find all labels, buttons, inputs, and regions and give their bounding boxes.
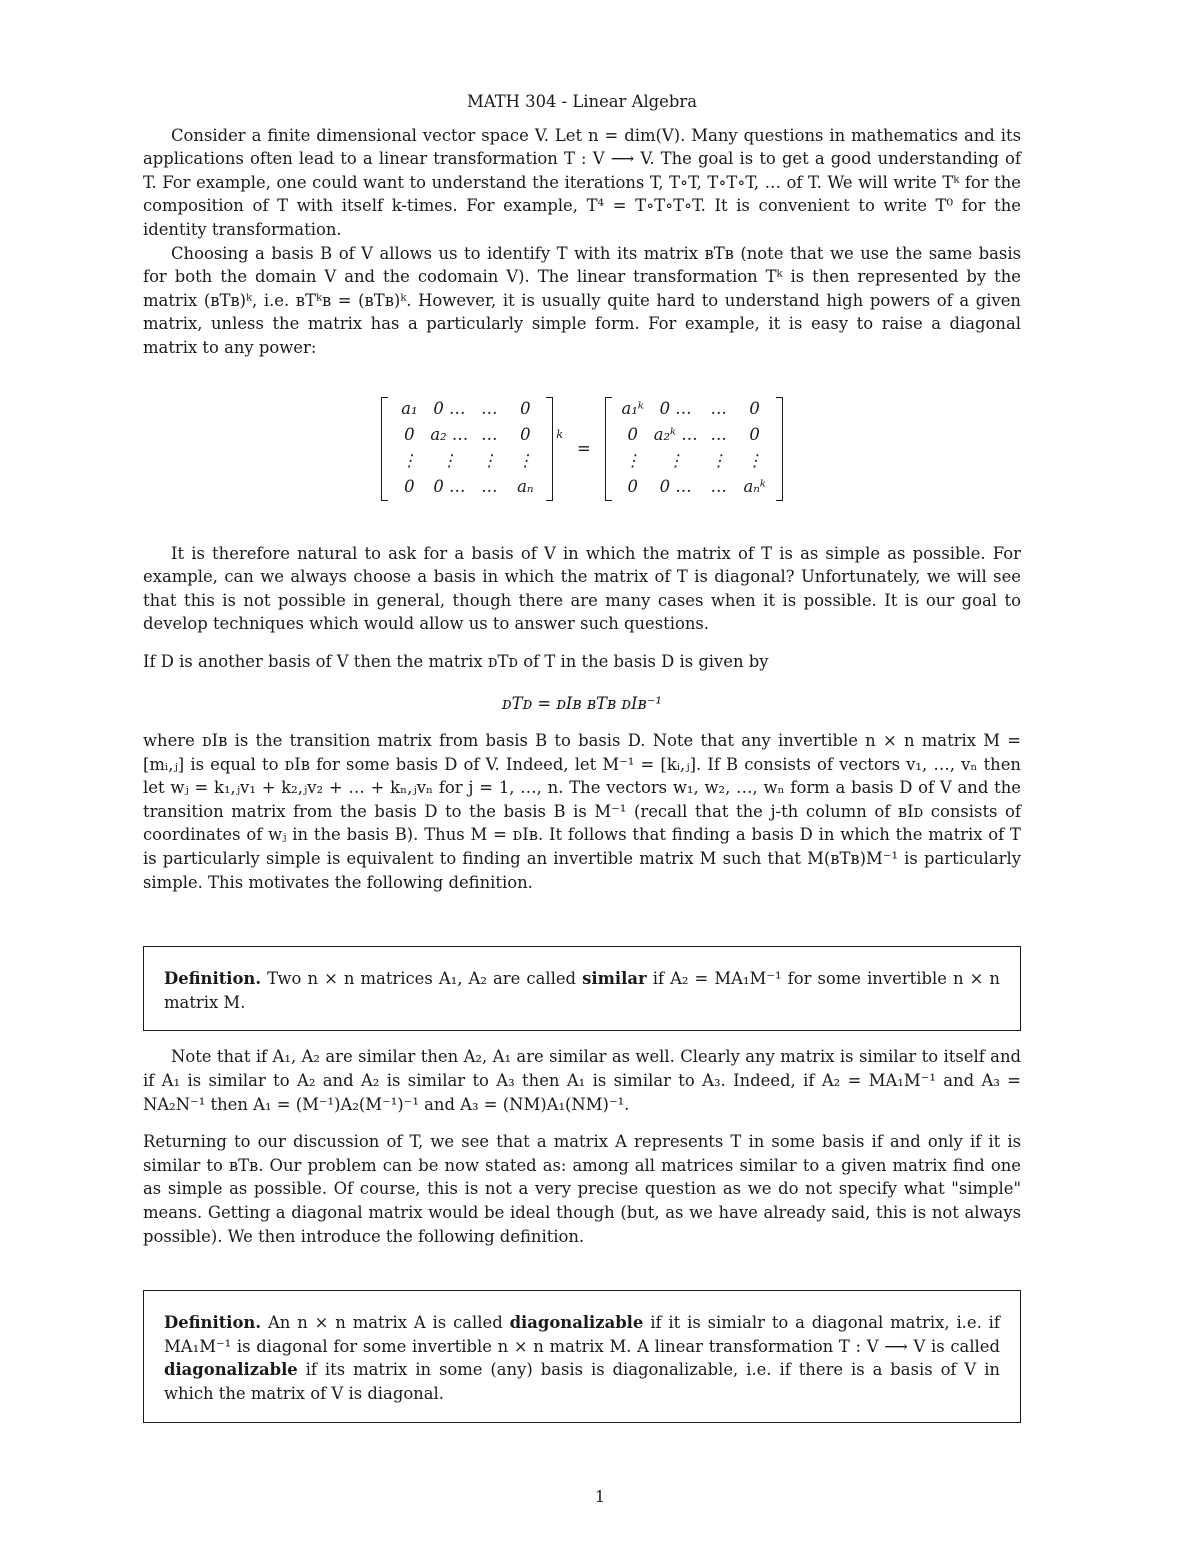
- definition-text: if A₂ = MA₁M⁻¹ for some invertible n × n matrix M.: [164, 969, 1000, 1012]
- right-matrix-cell: ⋮: [624, 450, 641, 470]
- right-matrix-cell: 0: [627, 424, 638, 444]
- definition-text: if it is simialr to a diagonal matrix, i.e. if MA₁M⁻¹ is diagonal for some invertible n × n matrix M. A linear transformation T : V ⟶ V is called: [164, 1313, 1000, 1356]
- paragraph-similarity-properties: Note that if A₁, A₂ are similar then A₂, A₁ are similar as well. Clearly any matrix is similar to itself and if A₁ is similar to A₂ and A₂ is similar to A₃ then A₁ is similar to A₃. Indeed, if A₂ = MA₁M⁻¹ and A₃ = NA₂N⁻¹ then A₁ = (M⁻¹)A₂(M⁻¹)⁻¹ and A₃ = (NM)A₁(NM)⁻¹.: [143, 1047, 1021, 1114]
- equals-sign: =: [576, 438, 591, 458]
- definition-text: An n × n matrix A is called: [261, 1313, 510, 1333]
- definition-diagonalizable-box: [143, 1290, 1021, 1422]
- right-matrix-cell: ⋮: [746, 450, 763, 470]
- left-matrix-cell: a₂ …: [430, 424, 469, 444]
- right-matrix-cell: ⋮: [710, 450, 727, 470]
- left-matrix-cell: ⋮: [481, 450, 498, 470]
- change-of-basis-equation: ᴅTᴅ = ᴅIʙ ʙTʙ ᴅIʙ⁻¹: [502, 693, 662, 713]
- right-matrix-cell: …: [710, 424, 727, 444]
- matrix-power: k: [556, 427, 563, 441]
- left-matrix-cell: 0: [404, 424, 415, 444]
- left-matrix-cell: 0 …: [433, 398, 466, 418]
- paragraph-returning-discussion: Returning to our discussion of T, we see that a matrix A represents T in some basis if and only if it is similar to ʙTʙ. Our problem can be now stated as: among all matrices similar to a given matrix find one as simple as possible. Of course, this is not a very precise question as we do not specify what "simple" means. Getting a diagonal matrix would be ideal though (but, as we have already said, this is not always possible). We then introduce the following definition.: [143, 1132, 1021, 1246]
- right-matrix-cell: …: [710, 476, 727, 496]
- diagonal-power-equation: [143, 374, 1021, 524]
- left-matrix-cell: 0: [520, 398, 531, 418]
- left-matrix-cell: …: [481, 476, 498, 496]
- definition-label: Definition.: [164, 969, 262, 989]
- right-matrix-cell: 0: [749, 424, 760, 444]
- paragraph-basis-question: It is therefore natural to ask for a basis of V in which the matrix of T is as simple as possible. For example, can we always choose a basis in which the matrix of T is diagonal? Unfortunately, we will see that this is not possible in general, though there are many cases when it is possible. It is our goal to develop techniques which would allow us to answer such questions.: [143, 543, 1021, 634]
- definition-label: Definition.: [164, 1313, 262, 1333]
- left-matrix-cell: …: [481, 424, 498, 444]
- page-content: [143, 90, 1021, 1423]
- right-matrix-cell: ⋮: [667, 450, 684, 470]
- left-matrix-cell: ⋮: [401, 450, 418, 470]
- left-matrix-cell: ⋮: [517, 450, 534, 470]
- definition-term: similar: [582, 969, 647, 989]
- intro-paragraph-2: Choosing a basis B of V allows us to identify T with its matrix ʙTʙ (note that we use the same basis for both the domain V and the codomain V). The linear transformation Tᵏ is then represented by the matrix (ʙTʙ)ᵏ, i.e. ʙTᵏʙ = (ʙTʙ)ᵏ. However, it is usually quite hard to understand high powers of a given matrix, unless the matrix has a particularly simple form. For example, it is easy to raise a diagonal matrix to any power:: [143, 243, 1021, 357]
- left-matrix-cell: aₙ: [517, 476, 534, 496]
- definition-term: diagonalizable: [509, 1313, 644, 1333]
- right-matrix-cell: aₙᵏ: [743, 476, 766, 496]
- intro-paragraph-1: Consider a finite dimensional vector space V. Let n = dim(V). Many questions in mathematics and its applications often lead to a linear transformation T : V ⟶ V. The goal is to get a good understanding of T. For example, one could want to understand the iterations T, T∘T, T∘T∘T, … of T. We will write Tᵏ for the composition of T with itself k-times. For example, T⁴ = T∘T∘T∘T. It is convenient to write T⁰ for the identity transformation.: [143, 125, 1021, 239]
- definition-similar-box: [143, 946, 1021, 1031]
- left-matrix: [381, 397, 553, 501]
- left-matrix-cell: 0: [404, 476, 415, 496]
- right-matrix-cell: …: [710, 398, 727, 418]
- definition-text: Two n × n matrices A₁, A₂ are called: [261, 969, 583, 989]
- left-matrix-cell: 0 …: [433, 476, 466, 496]
- page-title: MATH 304 - Linear Algebra: [467, 92, 697, 111]
- left-matrix-cell: …: [481, 398, 498, 418]
- paragraph-transition-matrix: where ᴅIʙ is the transition matrix from basis B to basis D. Note that any invertible n × n matrix M = [mᵢ,ⱼ] is equal to ᴅIʙ for some basis D of V. Indeed, let M⁻¹ = [kᵢ,ⱼ]. If B consists of vectors v₁, …, vₙ then let wⱼ = k₁,ⱼv₁ + k₂,ⱼv₂ + … + kₙ,ⱼvₙ for j = 1, …, n. The vectors w₁, w₂, …, wₙ form a basis D of V and the transition matrix from the basis D to the basis B is M⁻¹ (recall that the j-th column of ʙIᴅ consists of coordinates of wⱼ in the basis B). Thus M = ᴅIʙ. It follows that finding a basis D in which the matrix of T is particularly simple is equivalent to finding an invertible matrix M such that M(ʙTʙ)M⁻¹ is particularly simple. This motivates the following definition.: [143, 731, 1021, 892]
- definition-term: diagonalizable: [164, 1360, 298, 1380]
- right-matrix-cell: 0: [627, 476, 638, 496]
- right-matrix: [605, 397, 783, 501]
- left-matrix-cell: a₁: [401, 398, 418, 418]
- page-number: 1: [594, 1487, 606, 1506]
- definition-text: if its matrix in some (any) basis is diagonalizable, i.e. if there is a basis of V in which the matrix of V is diagonal.: [164, 1360, 1000, 1403]
- left-matrix-cell: ⋮: [441, 450, 458, 470]
- right-matrix-cell: 0: [749, 398, 760, 418]
- right-matrix-cell: 0 …: [659, 398, 692, 418]
- right-matrix-cell: a₂ᵏ …: [653, 424, 698, 444]
- paragraph-another-basis: If D is another basis of V then the matrix ᴅTᴅ of T in the basis D is given by: [143, 651, 769, 671]
- left-matrix-cell: 0: [520, 424, 531, 444]
- right-matrix-cell: 0 …: [659, 476, 692, 496]
- right-matrix-cell: a₁ᵏ: [621, 398, 644, 418]
